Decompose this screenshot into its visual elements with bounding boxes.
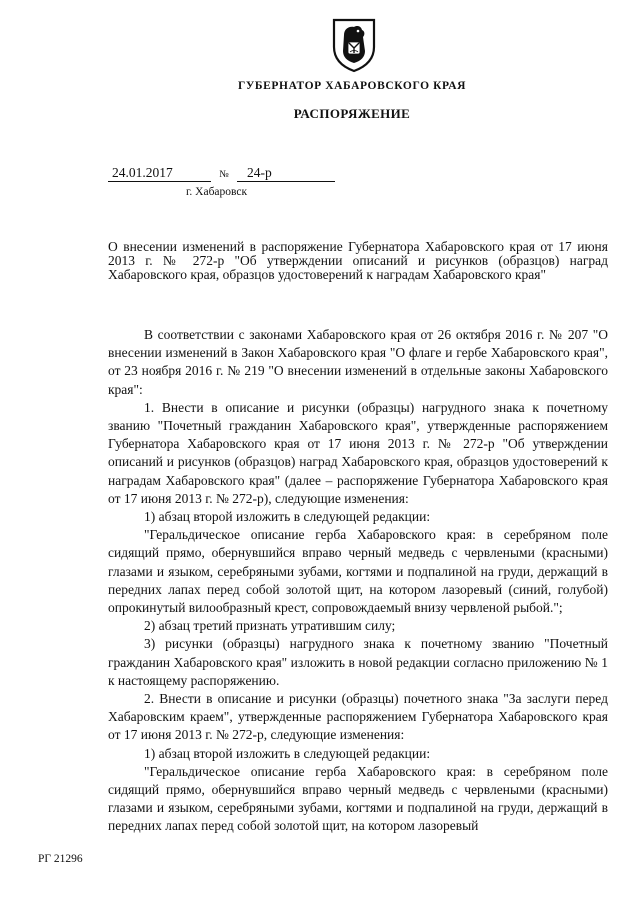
date-number-line — [108, 165, 335, 182]
paragraph: В соответствии с законами Хабаровского края от 26 октября 2016 г. № 207 "О внесении изменений в Закон Хабаровского края "О флаге и гербе Хабаровского края", от 23 ноября 2016 г. № 219 "О внесении изменений в отдельные законы Хабаровского края": — [108, 327, 608, 397]
paragraph: 1. Внести в описание и рисунки (образцы) нагрудного знака к почетному званию "Почетный гражданин Хабаровского края", утвержденные распоряжением Губернатора Хабаровского края от 17 июня 2013 г. № 272-р "Об утверждении описаний и рисунков (образцов) наград Хабаровского края, образцов удостоверений к наградам Хабаровского края" (далее – распоряжение Губернатора Хабаровского края от 17 июня 2013 г. № 272-р), следующие изменения: — [108, 399, 608, 506]
document-date: 24.01.2017 — [108, 165, 211, 182]
document-type: РАСПОРЯЖЕНИЕ — [293, 106, 411, 121]
document-number: 24-р — [237, 165, 335, 182]
footer-code: РГ 21296 — [38, 853, 83, 865]
document-subject: О внесении изменений в распоряжение Губернатора Хабаровского края от 17 июня 2013 г. № 272-р "Об утверждении описаний и рисунков (образцов) наград Хабаровского края, образцов удостоверений к наградам Хабаровского края" — [108, 239, 608, 282]
issuer-title: ГУБЕРНАТОР ХАБАРОВСКОГО КРАЯ — [237, 80, 467, 92]
paragraph: 2. Внести в описание и рисунки (образцы) почетного знака "За заслуги перед Хабаровским краем", утвержденные распоряжением Губернатора Хабаровского края от 17 июня 2013 г. № 272-р, следующие изменения: — [108, 691, 608, 743]
paragraph: 2) абзац третий признать утратившим силу; — [144, 618, 396, 634]
coat-of-arms-icon — [330, 17, 378, 73]
paragraph: 1) абзац второй изложить в следующей редакции: — [144, 509, 431, 525]
paragraph: 1) абзац второй изложить в следующей редакции: — [144, 745, 431, 761]
document-city: г. Хабаровск — [186, 186, 248, 198]
paragraph: 3) рисунки (образцы) нагрудного знака к почетному званию "Почетный гражданин Хабаровского края" изложить в новой редакции согласно приложению № 1 к настоящему распоряжению. — [108, 636, 608, 688]
document-body — [108, 326, 608, 836]
paragraph: "Геральдическое описание герба Хабаровского края: в серебряном поле сидящий прямо, обернувшийся вправо черный медведь с червлеными (красными) глазами и языком, серебряными зубами, когтями и подпалиной на груди, держащий в передних лапах перед собой золотой щит, на котором лазоревый (синий, голубой) опрокинутый вилообразный крест, сопровождаемый внизу червленой рыбой."; — [108, 527, 608, 616]
paragraph: "Геральдическое описание герба Хабаровского края: в серебряном поле сидящий прямо, обернувшийся вправо черный медведь с червлеными (красными) глазами и языком, серебряными зубами, когтями и подпалиной на груди, держащий в передних лапах перед собой золотой щит, на котором лазоревый — [108, 763, 608, 834]
number-sign: № — [219, 169, 229, 180]
